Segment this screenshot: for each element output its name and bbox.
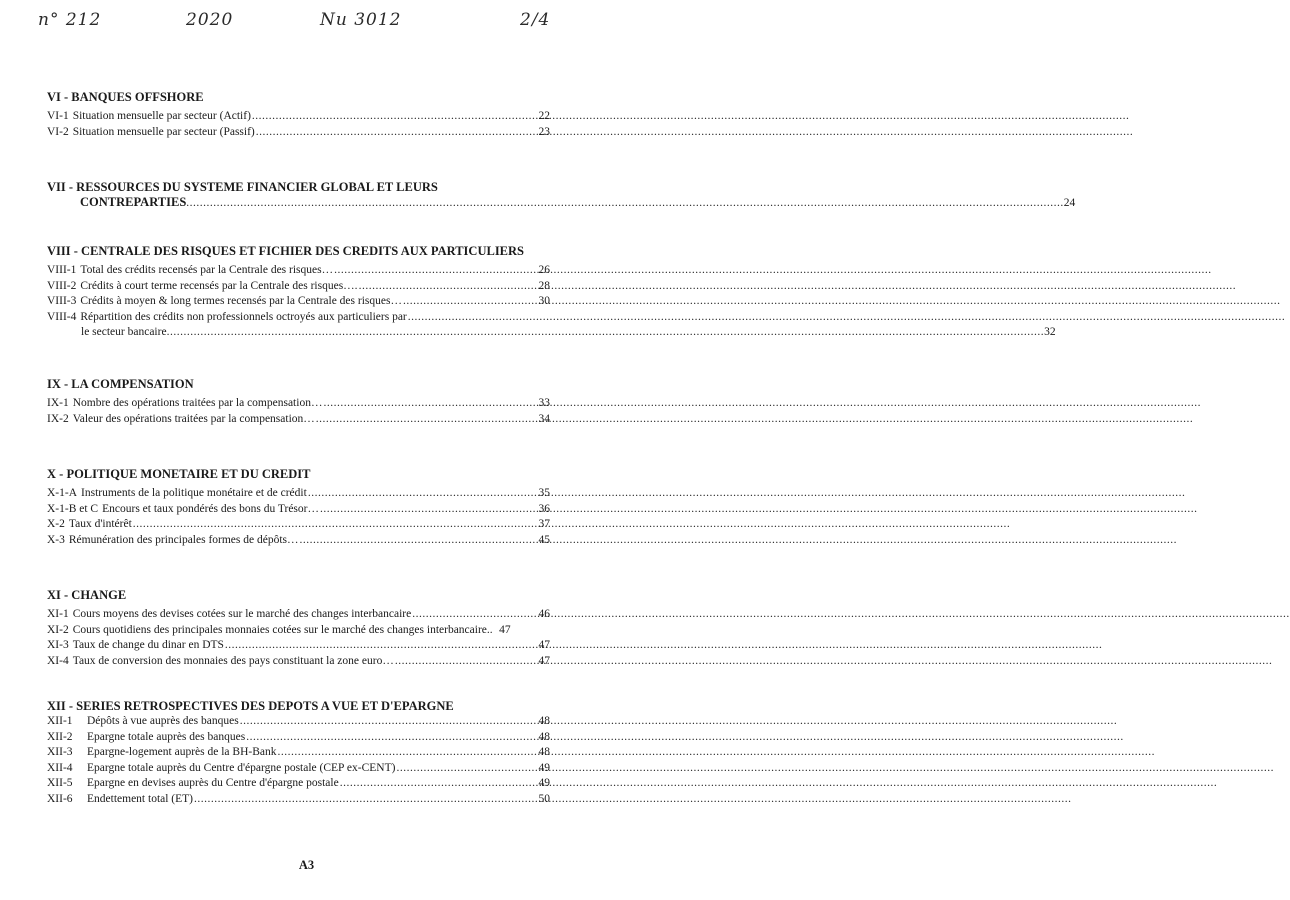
leader-dots — [224, 638, 536, 654]
entry-page: 36 — [538, 502, 550, 515]
entry-page: 26 — [538, 264, 550, 276]
entry-code: XII-5 — [47, 777, 73, 789]
leader-dots — [307, 486, 536, 502]
entry-title: Cours quotidiens des principales monnaies cotées sur le marché des changes interbancaire.. — [72, 623, 493, 636]
toc-entry[interactable] — [47, 776, 550, 792]
leader-dots — [358, 279, 536, 295]
entry-code: VIII-2 — [47, 279, 77, 292]
leader-dots — [322, 396, 536, 412]
leader-dots — [251, 109, 536, 125]
entry-title: le secteur bancaire — [81, 326, 167, 338]
entry-page: 45 — [538, 533, 550, 546]
entry-code: X-1-B et C — [47, 502, 99, 515]
toc-entry[interactable] — [47, 730, 550, 746]
leader-dots — [339, 776, 536, 792]
toc-entry[interactable] — [47, 294, 550, 310]
entry-title: Total des crédits recensés par la Centrale des risques… — [80, 264, 334, 276]
handwritten-note: n° 212 — [38, 10, 102, 30]
entry-code: XI-1 — [47, 608, 69, 620]
toc-entry[interactable] — [47, 714, 550, 730]
toc-entry[interactable] — [47, 263, 550, 279]
entry-title: Cours moyens des devises cotées sur le marché des changes interbancaire — [72, 608, 412, 620]
entry-title: Instruments de la politique monétaire et de crédit — [81, 487, 307, 499]
leader-dots — [132, 517, 536, 533]
handwritten-note: 2020 — [186, 10, 234, 30]
entry-title: Taux d'intérêt — [68, 518, 132, 530]
entry-page: 49 — [538, 777, 550, 789]
section-heading: VIII - CENTRALE DES RISQUES ET FICHIER DES CREDITS AUX PARTICULIERS — [47, 244, 524, 258]
entry-title: Taux de change du dinar en DTS — [72, 639, 224, 651]
entry-title: Dépôts à vue auprès des banques — [87, 715, 239, 727]
leader-dots — [239, 714, 536, 730]
section-heading: XII - SERIES RETROSPECTIVES DES DEPOTS A VUE ET D'EPARGNE — [47, 699, 454, 713]
entry-page: 33 — [538, 397, 550, 409]
leader-dots — [245, 730, 536, 746]
leader-dots — [395, 761, 536, 777]
leader-dots — [276, 745, 536, 761]
entry-page: 47 — [538, 639, 550, 651]
section-vii — [47, 180, 1076, 211]
entry-code: X-3 — [47, 533, 65, 546]
entry-page: 47 — [499, 623, 511, 636]
entry-title: Epargne totale auprès du Centre d'épargne postale (CEP ex-CENT) — [87, 761, 396, 774]
section-viii — [47, 244, 1056, 341]
toc-entry[interactable] — [47, 745, 550, 761]
entry-title: Valeur des opérations traitées par la compensation… — [72, 412, 315, 425]
section-heading: X - POLITIQUE MONETAIRE ET DU CREDIT — [47, 467, 311, 481]
entry-page: 32 — [1044, 326, 1056, 338]
toc-entry[interactable] — [47, 502, 550, 518]
toc-entry-continuation[interactable] — [47, 325, 1056, 341]
entry-code: IX-1 — [47, 397, 69, 409]
entry-page: 46 — [538, 608, 550, 620]
leader-dots — [402, 294, 536, 310]
section-heading: VI - BANQUES OFFSHORE — [47, 90, 204, 104]
entry-page: 28 — [538, 279, 550, 292]
entry-page: 35 — [538, 487, 550, 499]
toc-entry[interactable] — [47, 412, 550, 428]
entry-code: XI-2 — [47, 623, 69, 636]
entry-page: 48 — [538, 730, 550, 743]
entry-page: 30 — [538, 295, 550, 307]
toc-entry[interactable] — [47, 486, 550, 502]
leader-dots — [186, 196, 1064, 211]
entry-page: 49 — [538, 761, 550, 774]
entry-title: Rémunération des principales formes de dépôts… — [68, 533, 299, 546]
entry-code: VI-2 — [47, 125, 69, 138]
toc-entry[interactable] — [47, 654, 550, 670]
entry-title: Répartition des crédits non professionnels octroyés aux particuliers par — [80, 310, 407, 323]
entry-code: VI-1 — [47, 110, 69, 122]
section-x — [47, 467, 550, 548]
entry-page: 48 — [538, 746, 550, 758]
entry-code: XII-1 — [47, 715, 73, 727]
leader-dots — [315, 412, 536, 428]
leader-dots — [394, 654, 536, 670]
entry-title: Epargne-logement auprès de la BH-Bank — [87, 746, 277, 758]
entry-title: Nombre des opérations traitées par la compensation… — [72, 397, 323, 409]
entry-page: 48 — [538, 715, 550, 727]
section-vi — [47, 90, 550, 140]
entry-code: X-2 — [47, 518, 65, 530]
entry-code: XI-3 — [47, 639, 69, 651]
toc-entry[interactable] — [47, 533, 550, 549]
toc-entry[interactable] — [47, 279, 550, 295]
entry-code: VIII-4 — [47, 310, 77, 323]
leader-dots — [255, 125, 536, 141]
toc-entry[interactable] — [47, 195, 1076, 211]
toc-entry[interactable] — [47, 125, 550, 141]
leader-dots — [319, 502, 536, 518]
handwritten-note: 2/4 — [520, 10, 551, 30]
entry-title: Taux de conversion des monnaies des pays constituant la zone euro… — [72, 654, 394, 667]
leader-dots — [167, 325, 1045, 341]
entry-title: Situation mensuelle par secteur (Passif) — [72, 125, 255, 138]
entry-title: Endettement total (ET) — [87, 792, 194, 805]
entry-page: 50 — [538, 792, 550, 805]
entry-page: 22 — [538, 110, 550, 122]
entry-title: Encours et taux pondérés des bons du Trésor… — [102, 502, 319, 515]
entry-code: XI-4 — [47, 654, 69, 667]
section-heading-continuation: CONTREPARTIES — [80, 195, 187, 209]
entry-title: Crédits à court terme recensés par la Centrale des risques…. — [80, 279, 358, 292]
entry-page: 23 — [538, 125, 550, 138]
toc-entry[interactable] — [47, 109, 550, 125]
entry-code: IX-2 — [47, 412, 69, 425]
entry-code: VIII-3 — [47, 295, 77, 307]
page-number: A3 — [298, 858, 315, 872]
leader-dots — [333, 263, 536, 279]
entry-code: XII-2 — [47, 730, 73, 743]
toc-entry[interactable] — [47, 396, 550, 412]
entry-page: 47 — [538, 654, 550, 667]
toc-entry[interactable] — [47, 607, 550, 623]
leader-dots — [411, 607, 536, 623]
section-xi — [47, 588, 550, 669]
entry-title: Situation mensuelle par secteur (Actif) — [72, 110, 251, 122]
entry-code: XII-6 — [47, 792, 73, 805]
section-heading: IX - LA COMPENSATION — [47, 377, 194, 391]
toc-entry[interactable] — [47, 310, 550, 326]
leader-dots — [407, 310, 507, 326]
handwritten-note: Nu 3012 — [320, 10, 402, 30]
entry-title: Crédits à moyen & long termes recensés par la Centrale des risques… — [80, 295, 402, 307]
toc-entry[interactable] — [47, 638, 550, 654]
entry-code: VIII-1 — [47, 264, 77, 276]
entry-title: Epargne totale auprès des banques — [87, 730, 246, 743]
entry-page: 37 — [538, 518, 550, 530]
entry-page: 34 — [538, 412, 550, 425]
toc-entry[interactable] — [47, 623, 550, 639]
section-heading: VII - RESSOURCES DU SYSTEME FINANCIER GLOBAL ET LEURS — [47, 180, 438, 194]
section-heading: XI - CHANGE — [47, 588, 127, 602]
toc-entry[interactable] — [47, 761, 550, 777]
entry-code: XII-3 — [47, 746, 73, 758]
entry-code: XII-4 — [47, 761, 73, 774]
entry-code: X-1-A — [47, 487, 78, 499]
section-ix — [47, 377, 550, 427]
toc-entry[interactable] — [47, 517, 550, 533]
leader-dots — [299, 533, 536, 549]
leader-dots — [193, 792, 536, 808]
entry-page: 24 — [1063, 197, 1076, 209]
toc-entry[interactable] — [47, 792, 550, 808]
entry-title: Epargne en devises auprès du Centre d'épargne postale — [87, 777, 339, 789]
section-xii — [47, 699, 550, 807]
